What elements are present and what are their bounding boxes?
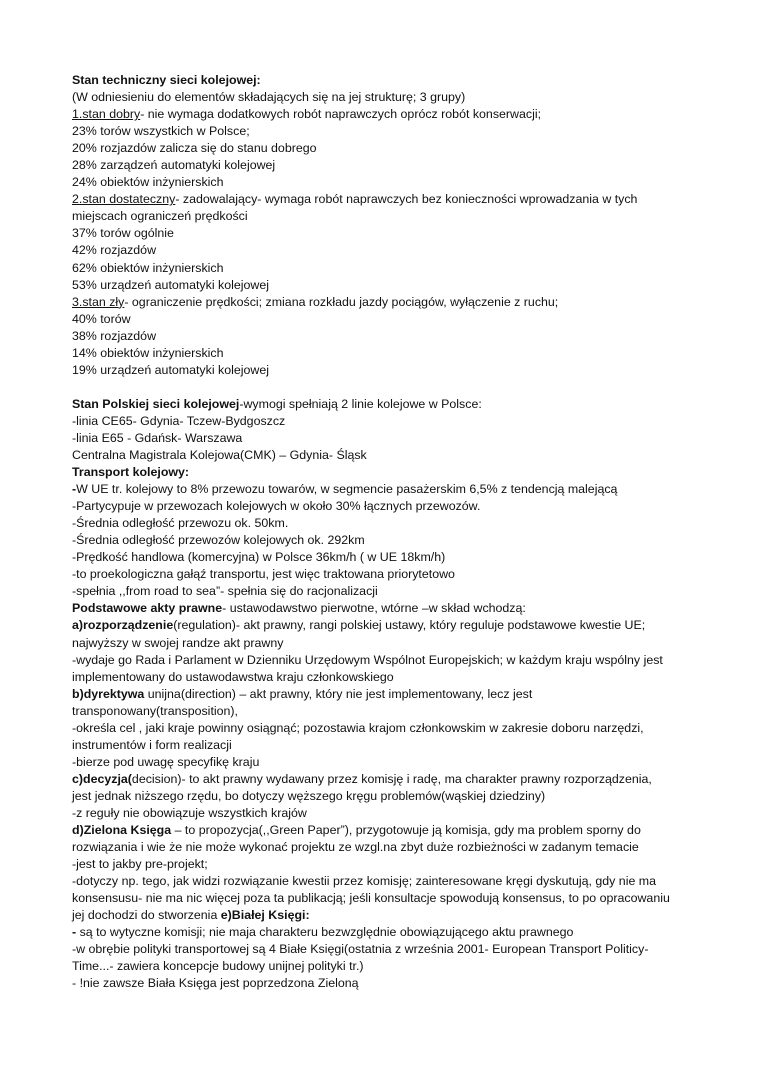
item-c-text: decision)- to akt prawny wydawany przez komisję i radę, ma charakter prawny rozporządzenia,: [131, 771, 652, 786]
list-item: 20% rozjazdów zalicza się do stanu dobrego: [72, 141, 317, 156]
bold-dash: -: [72, 925, 77, 940]
list-item: 53% urządzeń automatyki kolejowej: [72, 277, 269, 292]
text-line: -w obrębie polityki transportowej są 4 Białe Księgi(ostatnia z września 2001- European Transport Politicy-: [72, 942, 649, 957]
item-d-last-text: jej dochodzi do stworzenia: [72, 908, 221, 923]
item-e-label: e)Białej Księgi:: [220, 908, 310, 923]
section4-heading: [72, 600, 692, 617]
text-line: - !nie zawsze Biała Księga jest poprzedzona Zieloną: [72, 976, 359, 991]
list-item: 37% torów ogólnie: [72, 226, 174, 241]
group2-desc-cont: miejscach ograniczeń prędkości: [72, 209, 248, 224]
section3-title: Transport kolejowy:: [72, 465, 190, 480]
list-item: -linia CE65- Gdynia- Tczew-Bydgoszcz: [72, 413, 286, 428]
item-b-text: unijna(direction) – akt prawny, który nie jest implementowany, lecz jest: [144, 686, 533, 701]
section4-title: Podstawowe akty prawne: [72, 601, 223, 616]
list-item: -Średnia odległość przewozu ok. 50km.: [72, 516, 289, 531]
list-item: 40% torów: [72, 311, 131, 326]
text-line: transponowany(transposition),: [72, 703, 238, 718]
list-item: 28% zarządzeń automatyki kolejowej: [72, 158, 276, 173]
item-d-text: – to propozycja(,,Green Paper”), przygotowuje ją komisja, gdy ma problem sporny do: [171, 823, 641, 838]
list-item: 42% rozjazdów: [72, 243, 157, 258]
text-line: -dotyczy np. tego, jak widzi rozwiązanie kwestii przez komisję; zainteresowane kręgi dyskutują, gdy nie ma: [72, 874, 656, 889]
text-line: jest jednak niższego rzędu, bo dotyczy węższego kręgu problemów(wąskiej dziedziny): [72, 788, 546, 803]
text-line: -z reguły nie obowiązuje wszystkich krajów: [72, 805, 307, 820]
text-line: konsensusu- nie ma nic więcej poza ta publikacją; jeśli konsultacje spowodują konsensus, to po opracowaniu: [72, 891, 670, 906]
section2-title-rest: -wymogi spełniają 2 linie kolejowe w Polsce:: [239, 396, 482, 411]
text-line: implementowany do ustawodawstwa kraju członkowskiego: [72, 669, 394, 684]
group2-heading: [72, 191, 692, 208]
text-line: instrumentów i form realizacji: [72, 737, 232, 752]
item-d-last-line: [72, 907, 692, 924]
text-line: -określa cel , jaki kraje powinny osiągnąć; pozostawia krajom członkowskim w zakresie doboru narzędzi,: [72, 720, 644, 735]
group1-heading: [72, 106, 692, 123]
section3-first-text: W UE tr. kolejowy to 8% przewozu towarów, w segmencie pasażerskim 6,5% z tendencją malejącą: [76, 482, 618, 497]
section2-heading: [72, 396, 692, 413]
group1-label: 1.stan dobry: [72, 107, 141, 122]
item-a-heading: [72, 617, 692, 634]
text-line: rozwiązania i wie że nie może wykonać projektu ze wzgl.na zbyt duże rozbieżności w zadanym temacie: [72, 840, 639, 855]
list-item: -spełnia ,,from road to sea”- spełnia się do racjonalizacji: [72, 584, 378, 599]
list-item: 19% urządzeń automatyki kolejowej: [72, 362, 269, 377]
text-line: -jest to jakby pre-projekt;: [72, 857, 208, 872]
section4-title-rest: - ustawodawstwo pierwotne, wtórne –w skład wchodzą:: [222, 601, 526, 616]
group2-label: 2.stan dostateczny: [72, 192, 176, 207]
item-b-heading: [72, 686, 692, 703]
list-item: -to proekologiczna gałąź transportu, jest więc traktowana priorytetowo: [72, 567, 455, 582]
group3-label: 3.stan zły: [72, 294, 125, 309]
item-d-label: d)Zielona Księga: [72, 823, 172, 838]
list-item: -linia E65 - Gdańsk- Warszawa: [72, 430, 243, 445]
group1-desc: - nie wymaga dodatkowych robót naprawczych oprócz robót konserwacji;: [140, 107, 542, 122]
list-item: -Partycypuje w przewozach kolejowych w około 30% łącznych przewozów.: [72, 499, 481, 514]
section3-first-line: [72, 481, 692, 498]
item-e-first-text: są to wytyczne komisji; nie maja charakteru bezwzględnie obowiązującego aktu prawnego: [76, 925, 574, 940]
list-item: -Średnia odległość przewozów kolejowych ok. 292km: [72, 533, 365, 548]
text-line: Time...- zawiera koncepcje budowy unijnej polityki tr.): [72, 959, 364, 974]
item-a-label: a)rozporządzenie: [72, 618, 174, 633]
section-title-technical-state: Stan techniczny sieci kolejowej:: [72, 73, 261, 87]
text-line: najwyższy w swojej randze akt prawny: [72, 635, 284, 650]
intro-line: (W odniesieniu do elementów składających się na jej strukturę; 3 grupy): [72, 90, 466, 105]
item-d-heading: [72, 822, 692, 839]
item-b-label: b)dyrektywa: [72, 686, 145, 701]
paragraph-gap: [72, 379, 692, 396]
item-c-label: c)decyzja(: [72, 771, 132, 786]
group3-desc: - ograniczenie prędkości; zmiana rozkładu jazdy pociągów, wyłączenie z ruchu;: [124, 294, 559, 309]
list-item: Centralna Magistrala Kolejowa(CMK) – Gdynia- Śląsk: [72, 447, 367, 462]
list-item: 38% rozjazdów: [72, 328, 157, 343]
list-item: 14% obiektów inżynierskich: [72, 345, 224, 360]
document-page: [72, 72, 692, 992]
item-c-heading: [72, 771, 692, 788]
list-item: 62% obiektów inżynierskich: [72, 260, 224, 275]
item-a-text: (regulation)- akt prawny, rangi polskiej ustawy, który reguluje podstawowe kwestie UE;: [173, 618, 646, 633]
bold-dash: -: [72, 482, 77, 497]
text-line: -bierze pod uwagę specyfikę kraju: [72, 754, 260, 769]
list-item: 24% obiektów inżynierskich: [72, 175, 224, 190]
list-item: 23% torów wszystkich w Polsce;: [72, 124, 250, 139]
group2-desc: - zadowalający- wymaga robót naprawczych bez konieczności wprowadzania w tych: [175, 192, 638, 207]
item-e-first-line: [72, 924, 692, 941]
list-item: -Prędkość handlowa (komercyjna) w Polsce 36km/h ( w UE 18km/h): [72, 550, 446, 565]
text-line: -wydaje go Rada i Parlament w Dzienniku Urzędowym Wspólnot Europejskich; w każdym kraju wspólny jest: [72, 652, 663, 667]
group3-heading: [72, 294, 692, 311]
section2-title: Stan Polskiej sieci kolejowej: [72, 396, 240, 411]
